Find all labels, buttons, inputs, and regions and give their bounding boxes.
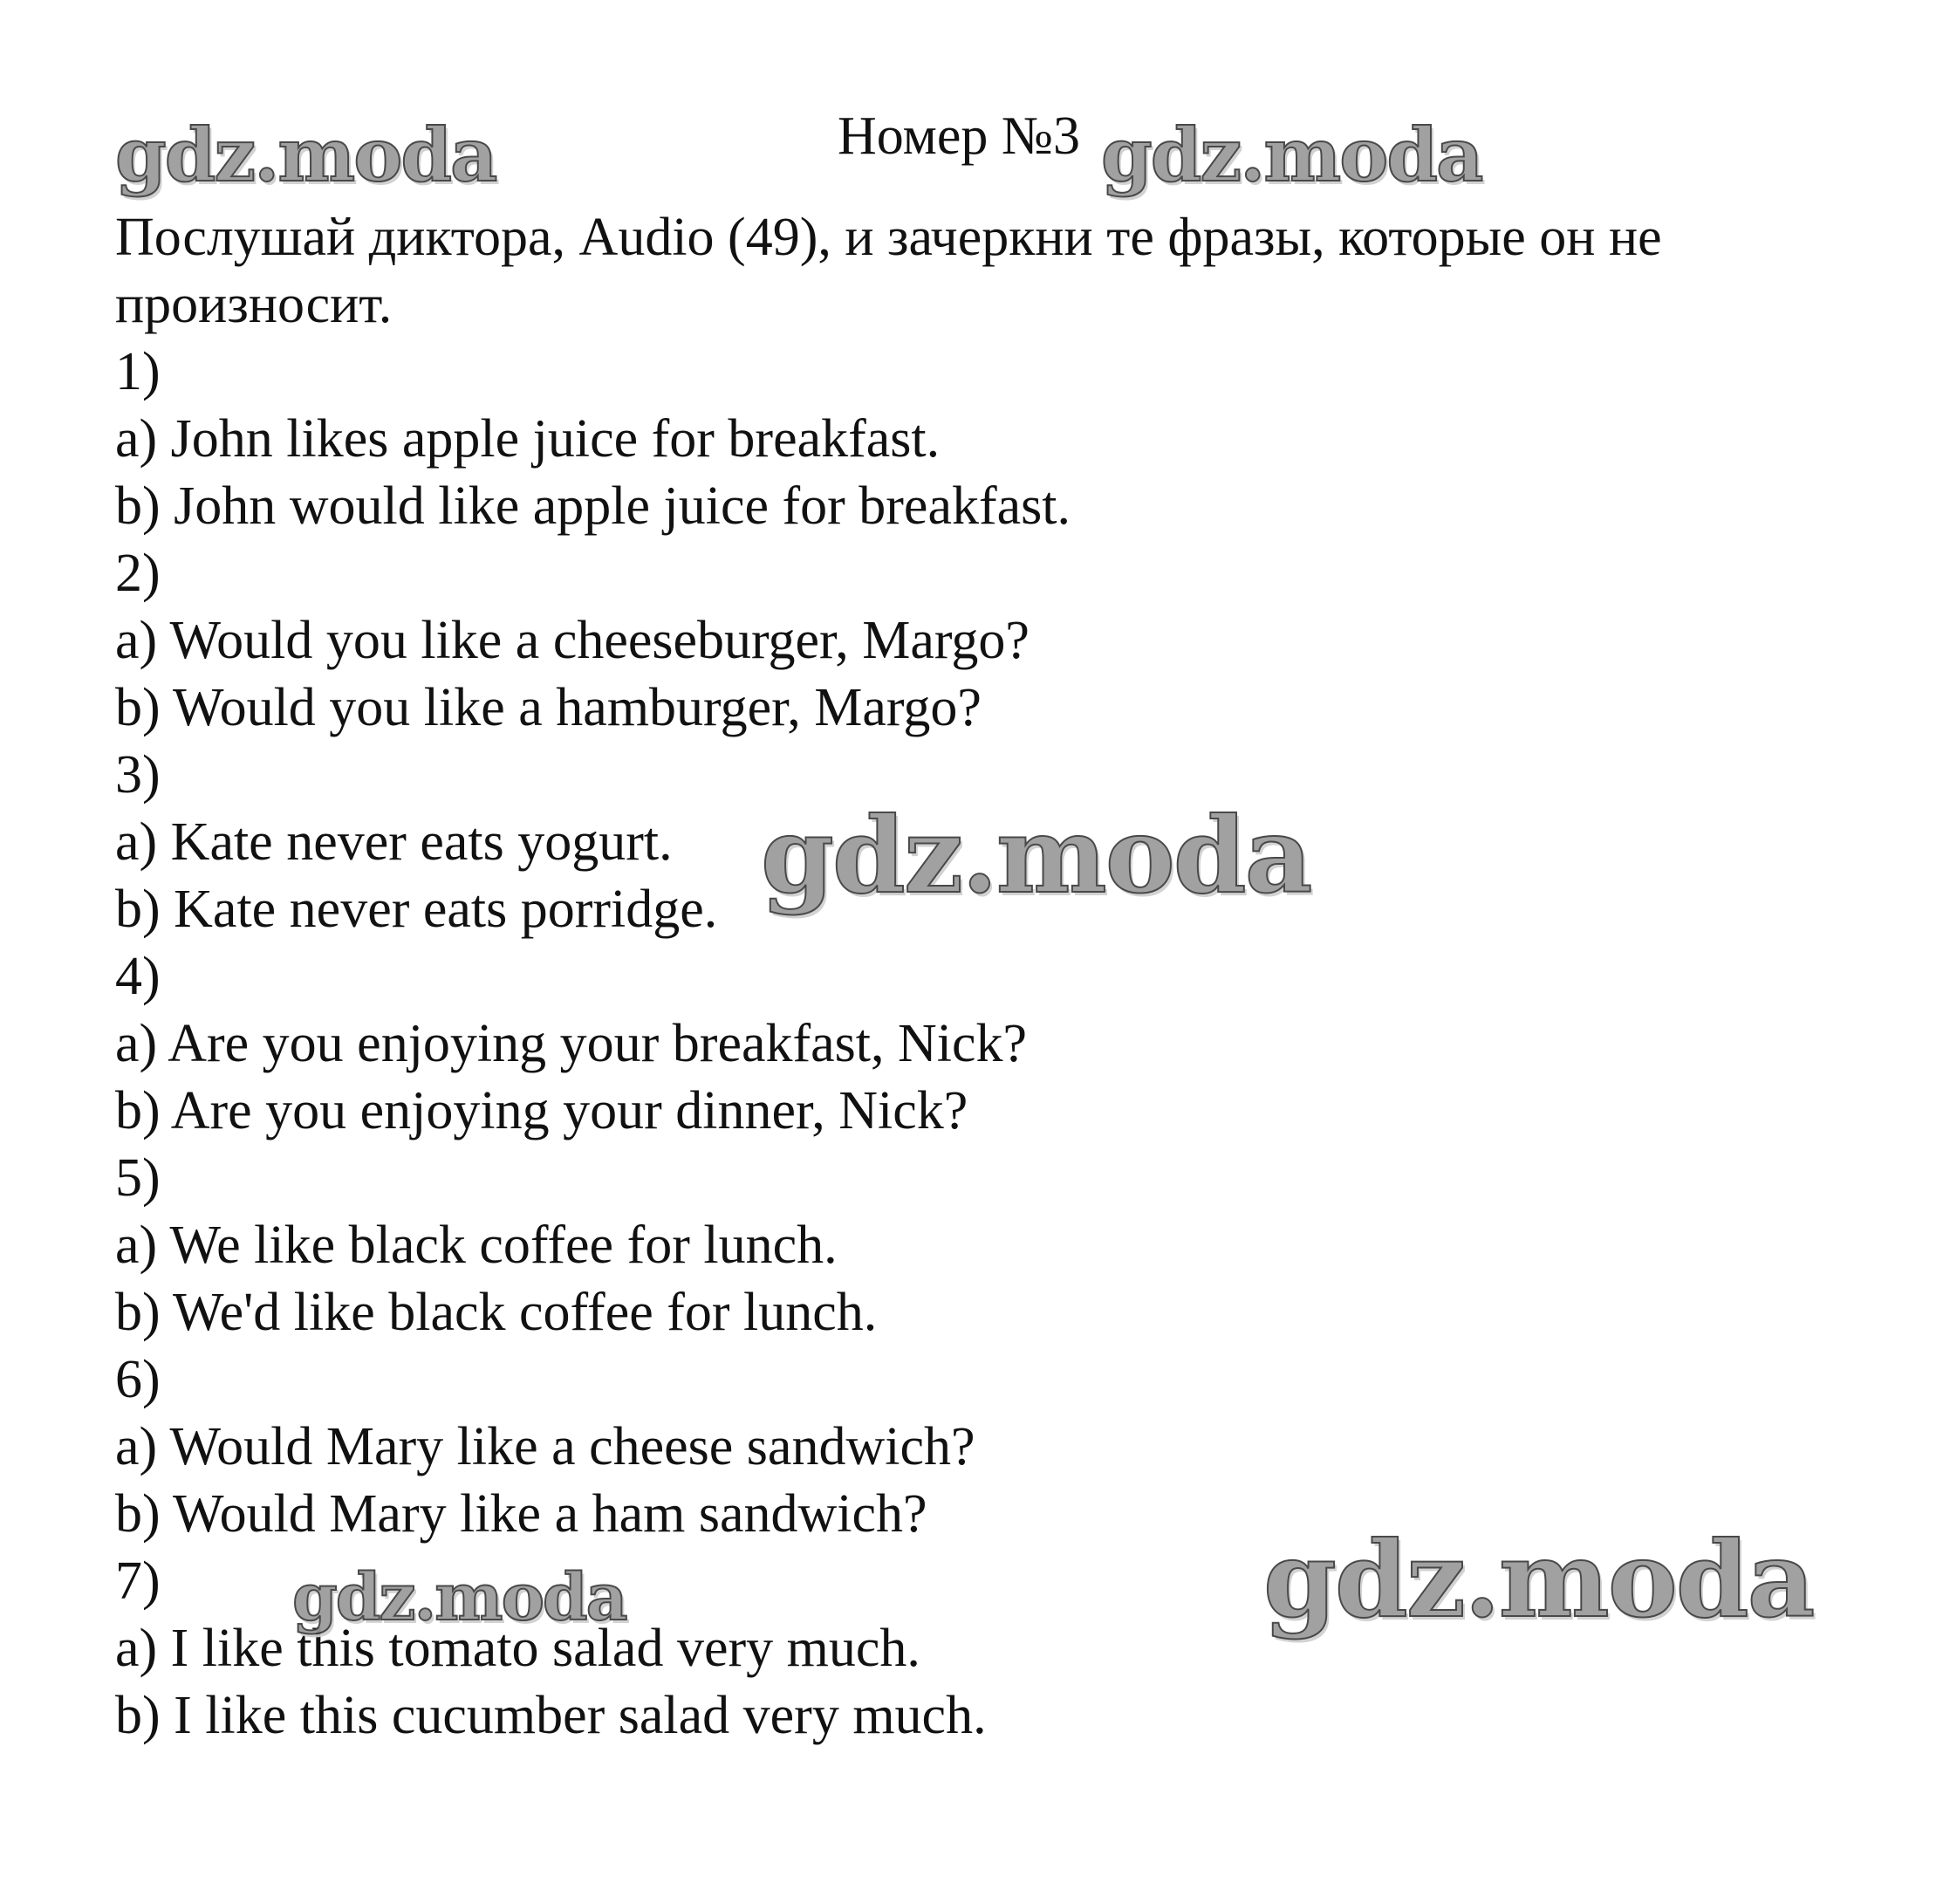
item-number: 1) [115, 342, 161, 401]
exercise-item [115, 1145, 1851, 1346]
option-a: a) Would you like a cheeseburger, Margo? [115, 611, 1030, 670]
option-a: a) John likes apple juice for breakfast. [115, 409, 941, 469]
option-b: b) We'd like black coffee for lunch. [115, 1283, 878, 1342]
option-b: b) I like this cucumber salad very much. [115, 1686, 987, 1745]
exercise-item [115, 339, 1851, 540]
option-b: b) Would Mary like a ham sandwich? [115, 1484, 927, 1544]
option-a: a) I like this tomato salad very much. [115, 1619, 920, 1678]
item-number: 7) [115, 1551, 161, 1611]
watermark-logo: gdz.moda [761, 794, 1311, 917]
watermark-logo: gdz.moda [115, 112, 496, 198]
item-number: 2) [115, 544, 161, 603]
item-number: 4) [115, 947, 161, 1006]
exercise-item [115, 943, 1851, 1145]
option-b: b) Kate never eats porridge. [115, 880, 718, 939]
item-number: 3) [115, 745, 161, 805]
watermark-logo: gdz.moda [292, 1560, 626, 1635]
watermark-logo: gdz.moda [1263, 1518, 1814, 1641]
exercise-item [115, 540, 1851, 742]
option-a: a) We like black coffee for lunch. [115, 1216, 838, 1275]
option-b: b) Are you enjoying your dinner, Nick? [115, 1081, 968, 1140]
option-b: b) John would like apple juice for breakfast. [115, 476, 1071, 536]
option-a: a) Are you enjoying your breakfast, Nick? [115, 1014, 1028, 1073]
option-b: b) Would you like a hamburger, Margo? [115, 678, 982, 737]
option-a: a) Would Mary like a cheese sandwich? [115, 1417, 975, 1476]
page-title: Номер №3 [838, 106, 1081, 166]
watermark-logo: gdz.moda [1101, 112, 1482, 198]
item-number: 6) [115, 1350, 161, 1409]
option-a: a) Kate never eats yogurt. [115, 812, 673, 872]
item-number: 5) [115, 1148, 161, 1208]
exercise-instruction: Послушай диктора, Audio (49), и зачеркни те фразы, которые он не произносит. [115, 208, 1662, 334]
